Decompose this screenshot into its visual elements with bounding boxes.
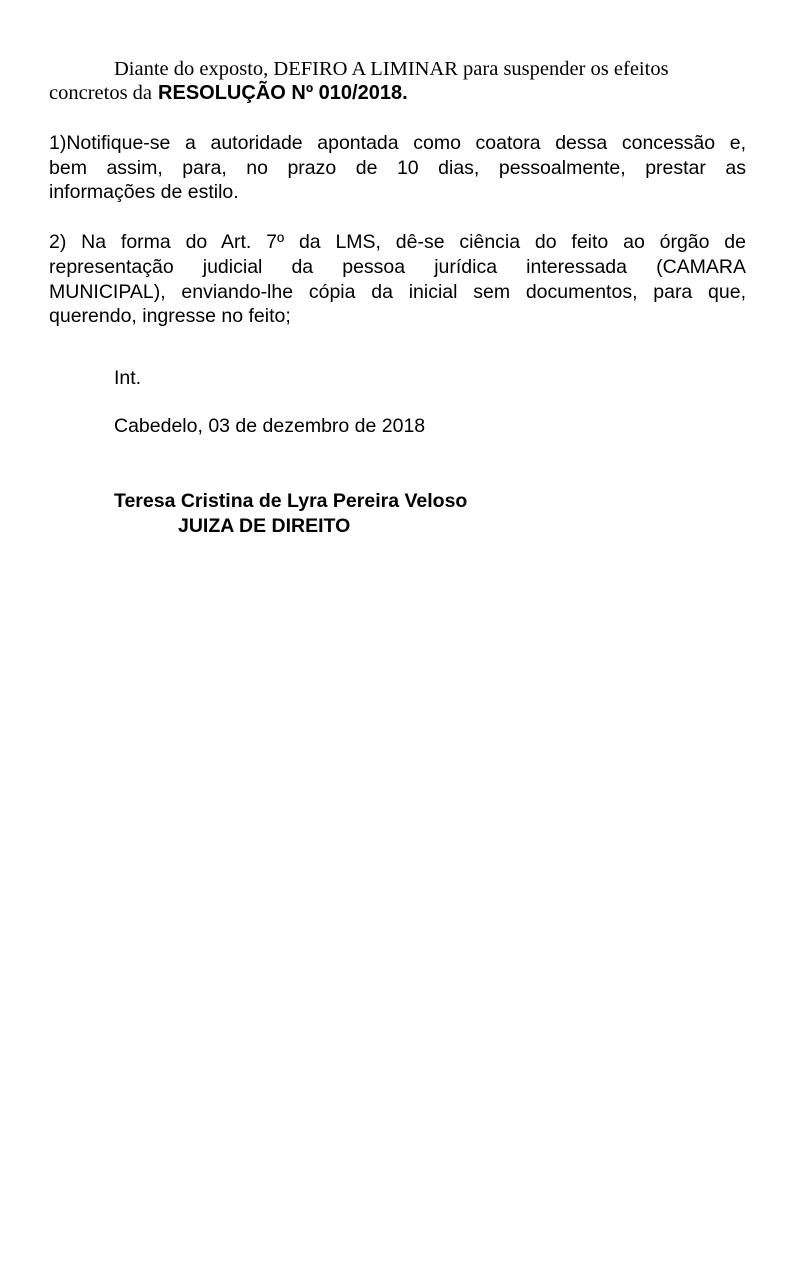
closing-int: Int. — [114, 367, 142, 389]
closing-place-date: Cabedelo, 03 de dezembro de 2018 — [114, 415, 426, 437]
item2-line-1: 2) Na forma do Art. 7º da LMS, dê-se ciência do feito ao órgão de — [49, 231, 746, 253]
item1-line-2: bem assim, para, no prazo de 10 dias, pessoalmente, prestar as — [49, 157, 746, 179]
item1-line-3: informações de estilo. — [49, 181, 239, 203]
item2-line-2: representação judicial da pessoa jurídica interessada (CAMARA — [49, 256, 746, 278]
item1-line-1: 1)Notifique-se a autoridade apontada como coatora dessa concessão e, — [49, 132, 746, 154]
resolution-number: RESOLUÇÃO Nº 010/2018. — [158, 82, 408, 104]
decision-line-2 — [49, 81, 408, 107]
decision-line-1: Diante do exposto, DEFIRO A LIMINAR para suspender os efeitos — [114, 58, 669, 80]
item2-line-4: querendo, ingresse no feito; — [49, 305, 291, 327]
signature-title: JUIZA DE DIREITO — [178, 515, 351, 537]
item2-line-3: MUNICIPAL), enviando-lhe cópia da inicial sem documentos, para que, — [49, 281, 746, 303]
signature-name: Teresa Cristina de Lyra Pereira Veloso — [114, 490, 468, 512]
decision-line-2-prefix: concretos da — [49, 82, 153, 104]
